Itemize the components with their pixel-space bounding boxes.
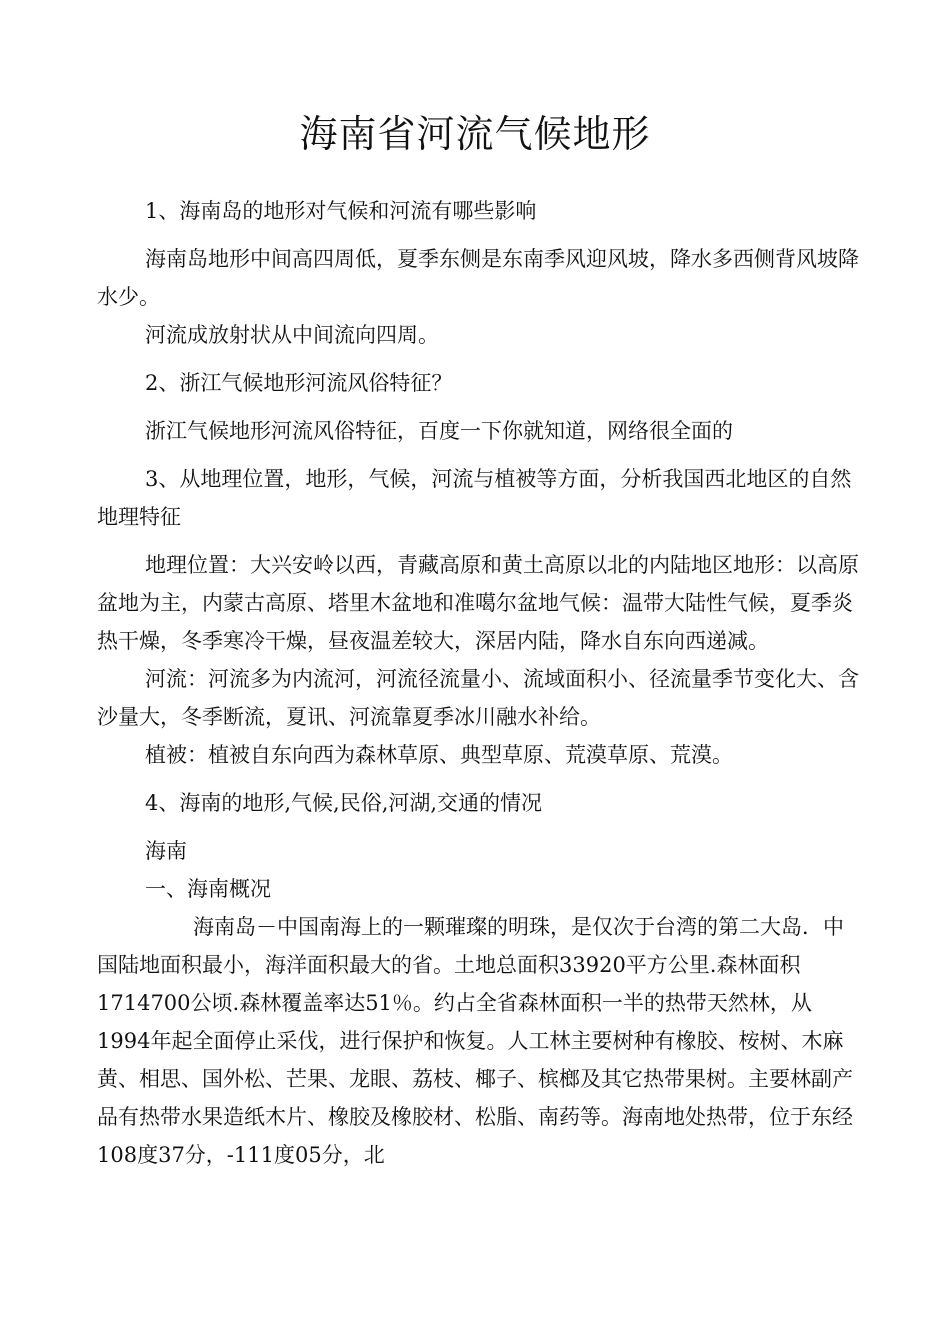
question-1-heading: 1、海南岛的地形对气候和河流有哪些影响 — [145, 199, 537, 223]
document-body — [97, 192, 860, 1174]
section-hainan-label: 海南 — [145, 839, 187, 863]
answer-1-paragraph-1: 海南岛地形中间高四周低，夏季东侧是东南季风迎风坡，降水多西侧背风坡降水少。 — [97, 247, 859, 309]
answer-1-paragraph-2: 河流成放射状从中间流向四周。 — [145, 323, 439, 347]
answer-3-location-paragraph: 地理位置：大兴安岭以西，青藏高原和黄土高原以北的内陆地区地形：以高原盆地为主，内蒙古高原、塔里木盆地和准噶尔盆地气候：温带大陆性气候，夏季炎热干燥，冬季寒冷干燥，昼夜温差较大，深居内陆，降水自东向西递减。 — [97, 553, 859, 653]
section-overview-heading: 一、海南概况 — [145, 877, 271, 901]
question-4-heading: 4、海南的地形,气候,民俗,河湖,交通的情况 — [145, 791, 543, 815]
answer-2-paragraph: 浙江气候地形河流风俗特征，百度一下你就知道，网络很全面的 — [145, 419, 733, 443]
question-2-heading: 2、浙江气候地形河流风俗特征？ — [145, 371, 453, 395]
question-3-heading: 3、从地理位置，地形，气候，河流与植被等方面，分析我国西北地区的自然地理特征 — [97, 467, 852, 529]
answer-3-vegetation-paragraph: 植被：植被自东向西为森林草原、典型草原、荒漠草原、荒漠。 — [145, 743, 733, 767]
overview-paragraph: 海南岛－中国南海上的一颗璀璨的明珠，是仅次于台湾的第二大岛．中国陆地面积最小，海洋面积最大的省。土地总面积33920平方公里.森林面积1714700公顷.森林覆盖率达51％。约占全省森林面积一半的热带天然林，从1994年起全面停止采伐，进行保护和恢复。人工林主要树种有橡胶、桉树、木麻黄、相思、国外松、芒果、龙眼、荔枝、椰子、槟榔及其它热带果树。主要林副产品有热带水果造纸木片、橡胶及橡胶材、松脂、南药等。海南地处热带，位于东经108度37分，-111度05分，北 — [97, 915, 853, 1167]
answer-3-river-paragraph: 河流：河流多为内流河，河流径流量小、流域面积小、径流量季节变化大、含沙量大，冬季断流，夏讯、河流靠夏季冰川融水补给。 — [97, 667, 859, 729]
document-title: 海南省河流气候地形 — [299, 112, 651, 156]
